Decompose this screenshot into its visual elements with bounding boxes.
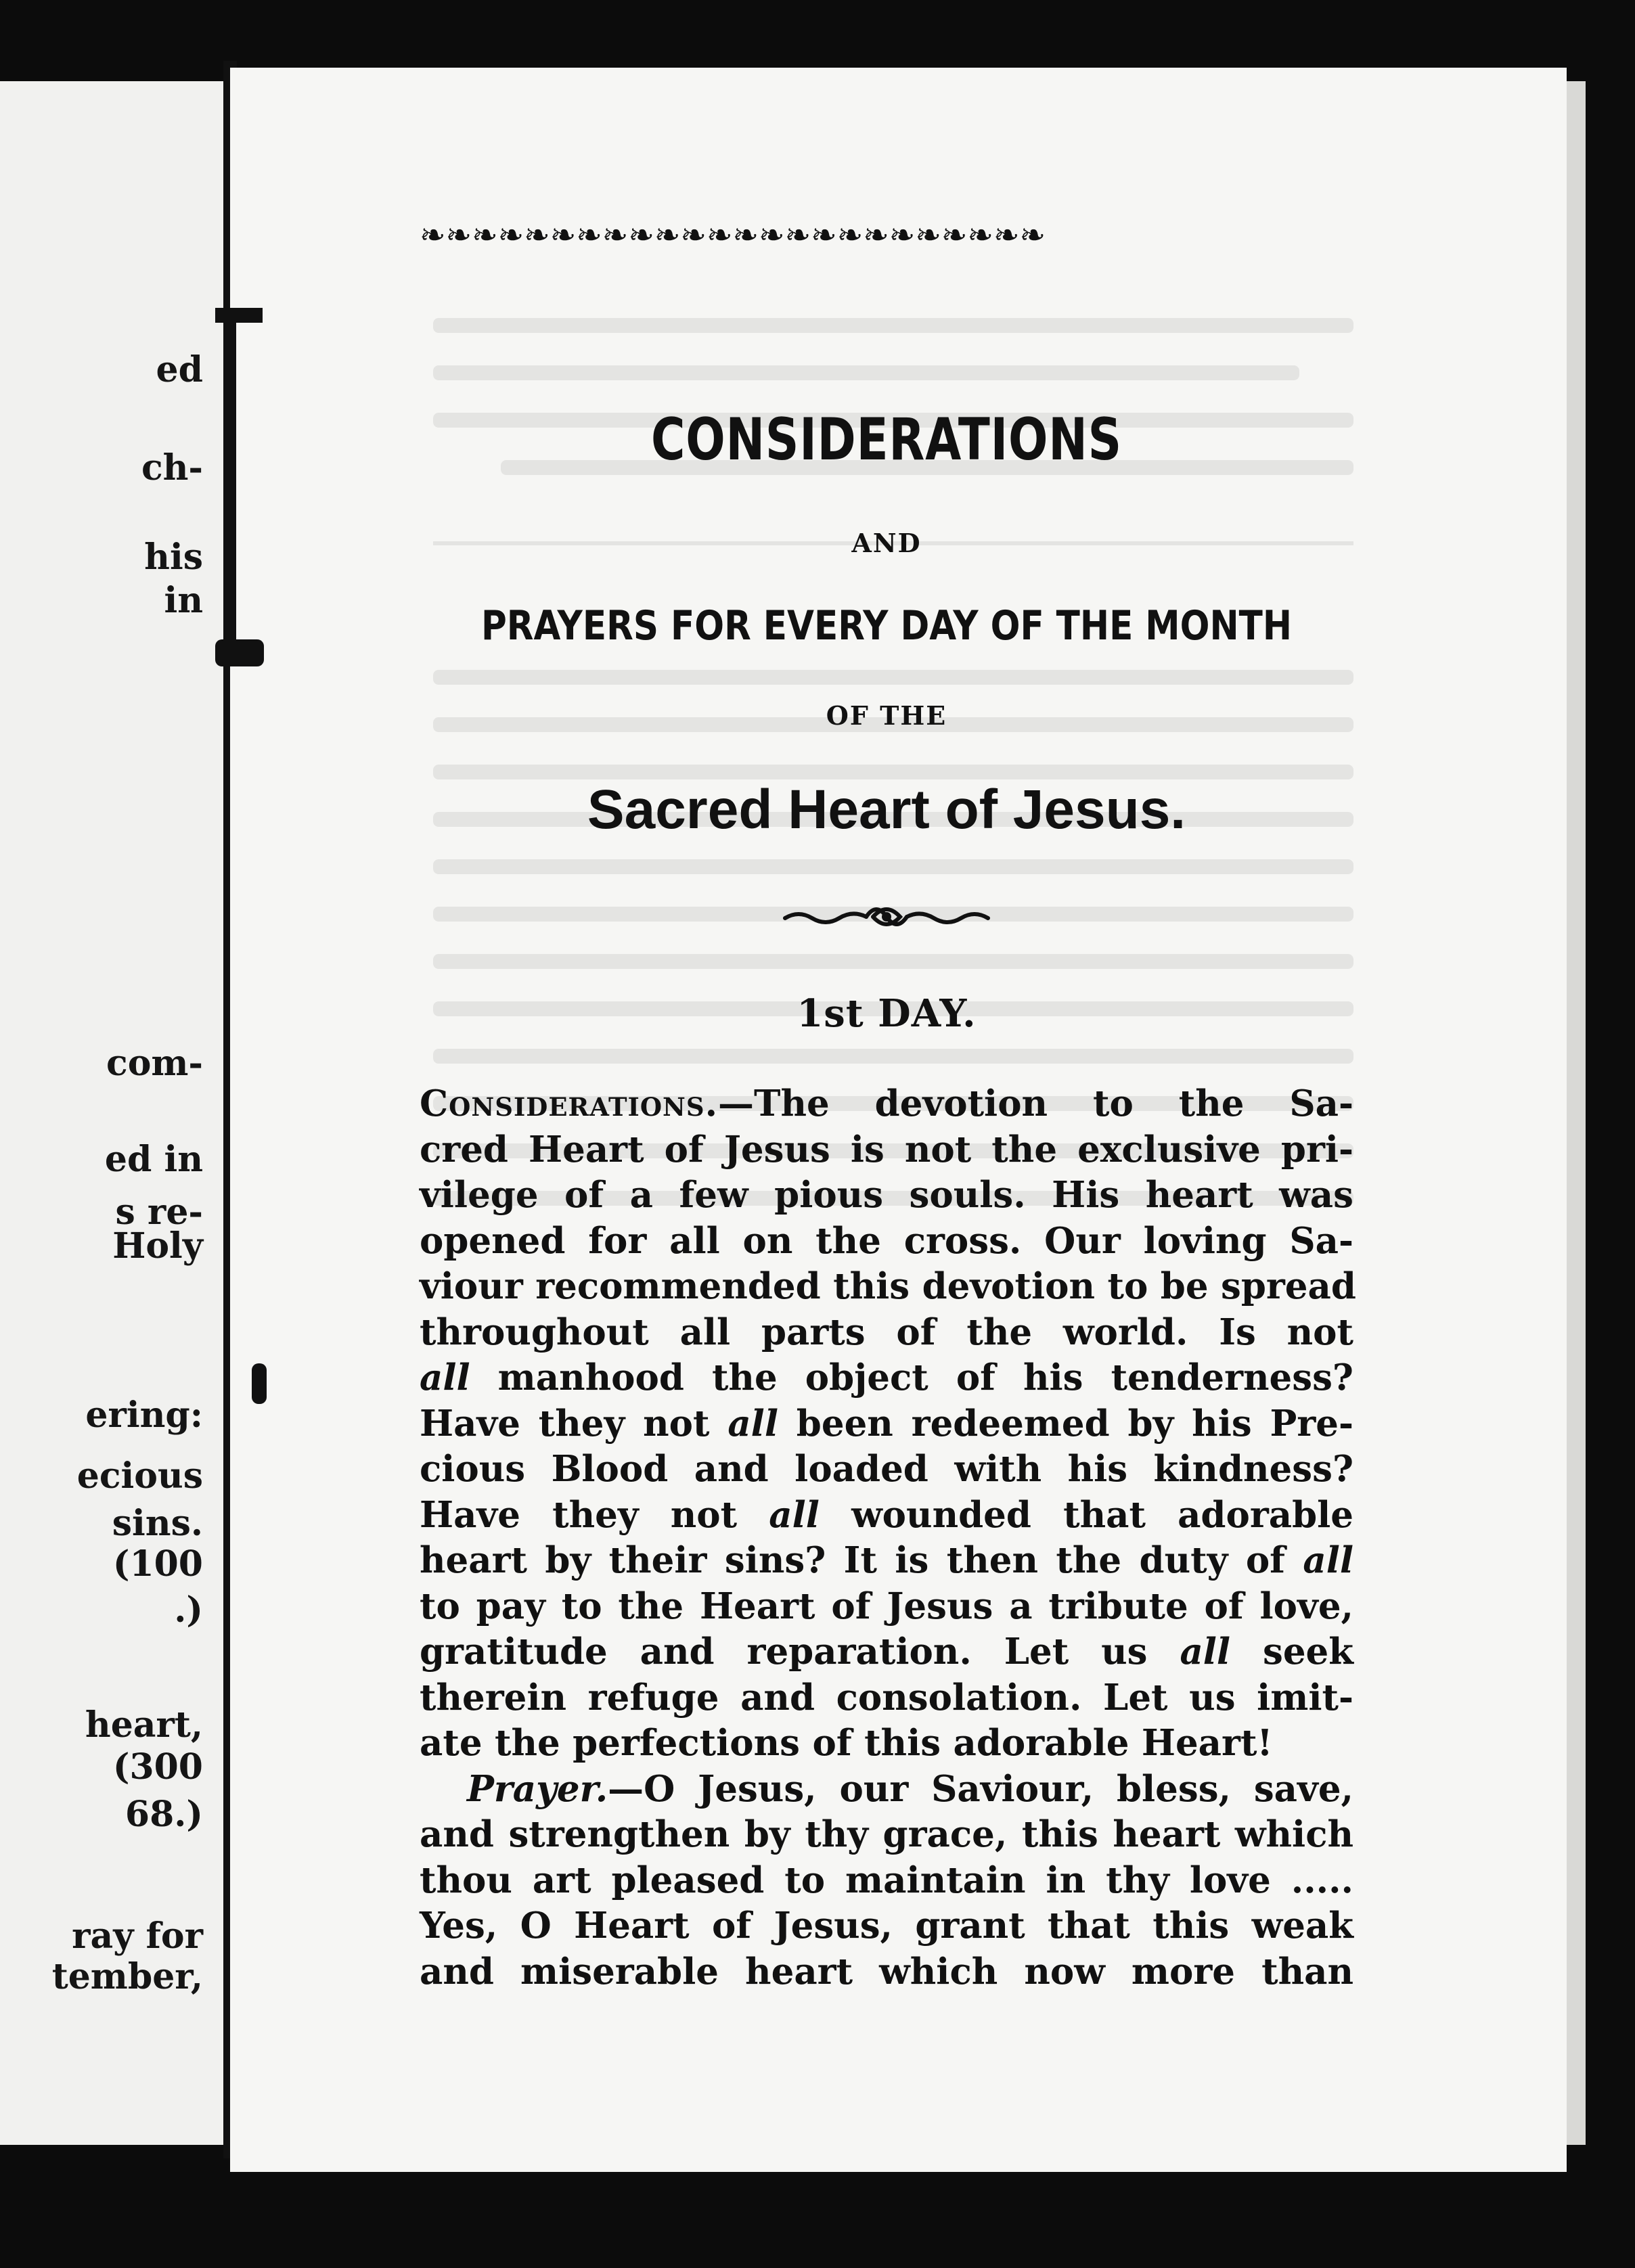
body-line: and strengthen by thy grace, this heart which — [420, 1813, 1353, 1855]
binding-thread — [252, 1363, 267, 1404]
divider-ornament-icon — [778, 897, 995, 937]
title-preposition: OF THE — [826, 700, 947, 731]
left-fragment: ed — [156, 349, 203, 390]
left-fragment: s re- — [115, 1192, 203, 1233]
body-line: to pay to the Heart of Jesus a tribute of love, — [420, 1585, 1353, 1627]
left-fragment: (300 — [112, 1746, 203, 1788]
body-line — [420, 1493, 1353, 1539]
body-line-text: manhood the object of his tenderness? — [497, 1357, 1353, 1399]
body-line: therein refuge and consolation. Let us imit- — [420, 1676, 1353, 1719]
day-heading: 1st DAY. — [797, 991, 977, 1036]
left-fragment: (100 — [112, 1543, 203, 1585]
left-fragment: ch- — [141, 447, 203, 489]
body-line — [420, 1355, 1353, 1401]
left-fragment: his — [144, 537, 203, 578]
body-line: cred Heart of Jesus is not the exclusive pri- — [420, 1128, 1353, 1171]
left-fragment: in — [164, 580, 203, 621]
body-line-text: —O Jesus, our Saviour, bless, save, — [608, 1767, 1353, 1810]
left-fragment: .) — [174, 1589, 203, 1631]
left-fragment: heart, — [85, 1704, 203, 1746]
body-text — [420, 1081, 1356, 1995]
page-title: CONSIDERATIONS — [650, 406, 1123, 474]
body-line: cious Blood and loaded with his kindness? — [420, 1448, 1353, 1490]
left-fragment: 68.) — [125, 1794, 203, 1835]
scroll-ornament-icon: ❧❧❧❧❧❧❧❧❧❧❧❧❧❧❧❧❧❧❧❧❧❧❧❧ — [420, 217, 1046, 253]
body-line — [420, 1081, 1353, 1127]
body-line-text: seek — [1262, 1631, 1353, 1673]
body-line: vilege of a few pious souls. His heart was — [420, 1174, 1353, 1216]
body-line: opened for all on the cross. Our loving Sa- — [420, 1219, 1353, 1262]
body-line-text: wounded that adorable — [851, 1493, 1354, 1536]
body-line-text: heart by their sins? It is then the duty of — [420, 1539, 1285, 1581]
left-fragment: sins. — [112, 1503, 203, 1544]
binding-thread — [215, 308, 263, 323]
left-page — [0, 81, 223, 2145]
main-heading: Sacred Heart of Jesus. — [587, 779, 1186, 840]
considerations-label: Considerations. — [420, 1083, 719, 1125]
body-line — [420, 1629, 1353, 1675]
left-fragment: ecious — [76, 1455, 203, 1497]
body-line — [420, 1401, 1353, 1447]
binding-thread — [215, 639, 264, 666]
left-fragment: ray for — [72, 1915, 203, 1957]
title-conjunction: AND — [851, 528, 922, 558]
body-line-text: been redeemed by his Pre- — [796, 1402, 1354, 1445]
left-fragment: com- — [106, 1043, 203, 1084]
body-line-text: Have they not — [420, 1402, 710, 1445]
left-fragment: ed in — [104, 1139, 203, 1180]
body-line: viour recommended this devotion to be spread — [420, 1265, 1356, 1307]
page-subtitle: PRAYERS FOR EVERY DAY OF THE MONTH — [480, 602, 1293, 650]
emphasis-all: all — [420, 1357, 470, 1399]
body-line: and miserable heart which now more than — [420, 1950, 1353, 1993]
body-line: thou art pleased to maintain in thy love ..... — [420, 1859, 1353, 1901]
body-line: Yes, O Heart of Jesus, grant that this weak — [420, 1905, 1353, 1947]
page-edge — [1567, 81, 1586, 2145]
left-fragment: Holy — [112, 1225, 203, 1267]
binding-thread — [227, 311, 236, 650]
emphasis-all: all — [727, 1402, 778, 1445]
emphasis-all: all — [1180, 1631, 1231, 1673]
body-line: throughout all parts of the world. Is not — [420, 1311, 1353, 1353]
body-line-text: gratitude and reparation. Let us — [420, 1631, 1148, 1673]
body-line — [420, 1538, 1353, 1584]
left-fragment: tember, — [51, 1956, 203, 1997]
left-fragment: ering: — [85, 1394, 203, 1436]
emphasis-all: all — [1303, 1539, 1354, 1581]
body-line-text: —The devotion to the Sa- — [718, 1083, 1353, 1125]
body-line — [420, 1767, 1353, 1813]
top-ornament-row — [420, 215, 1350, 254]
emphasis-all: all — [769, 1493, 820, 1536]
prayer-label: Prayer. — [467, 1767, 608, 1810]
body-line-text: Have they not — [420, 1493, 738, 1536]
body-line: ate the perfections of this adorable Heart! — [420, 1722, 1273, 1764]
